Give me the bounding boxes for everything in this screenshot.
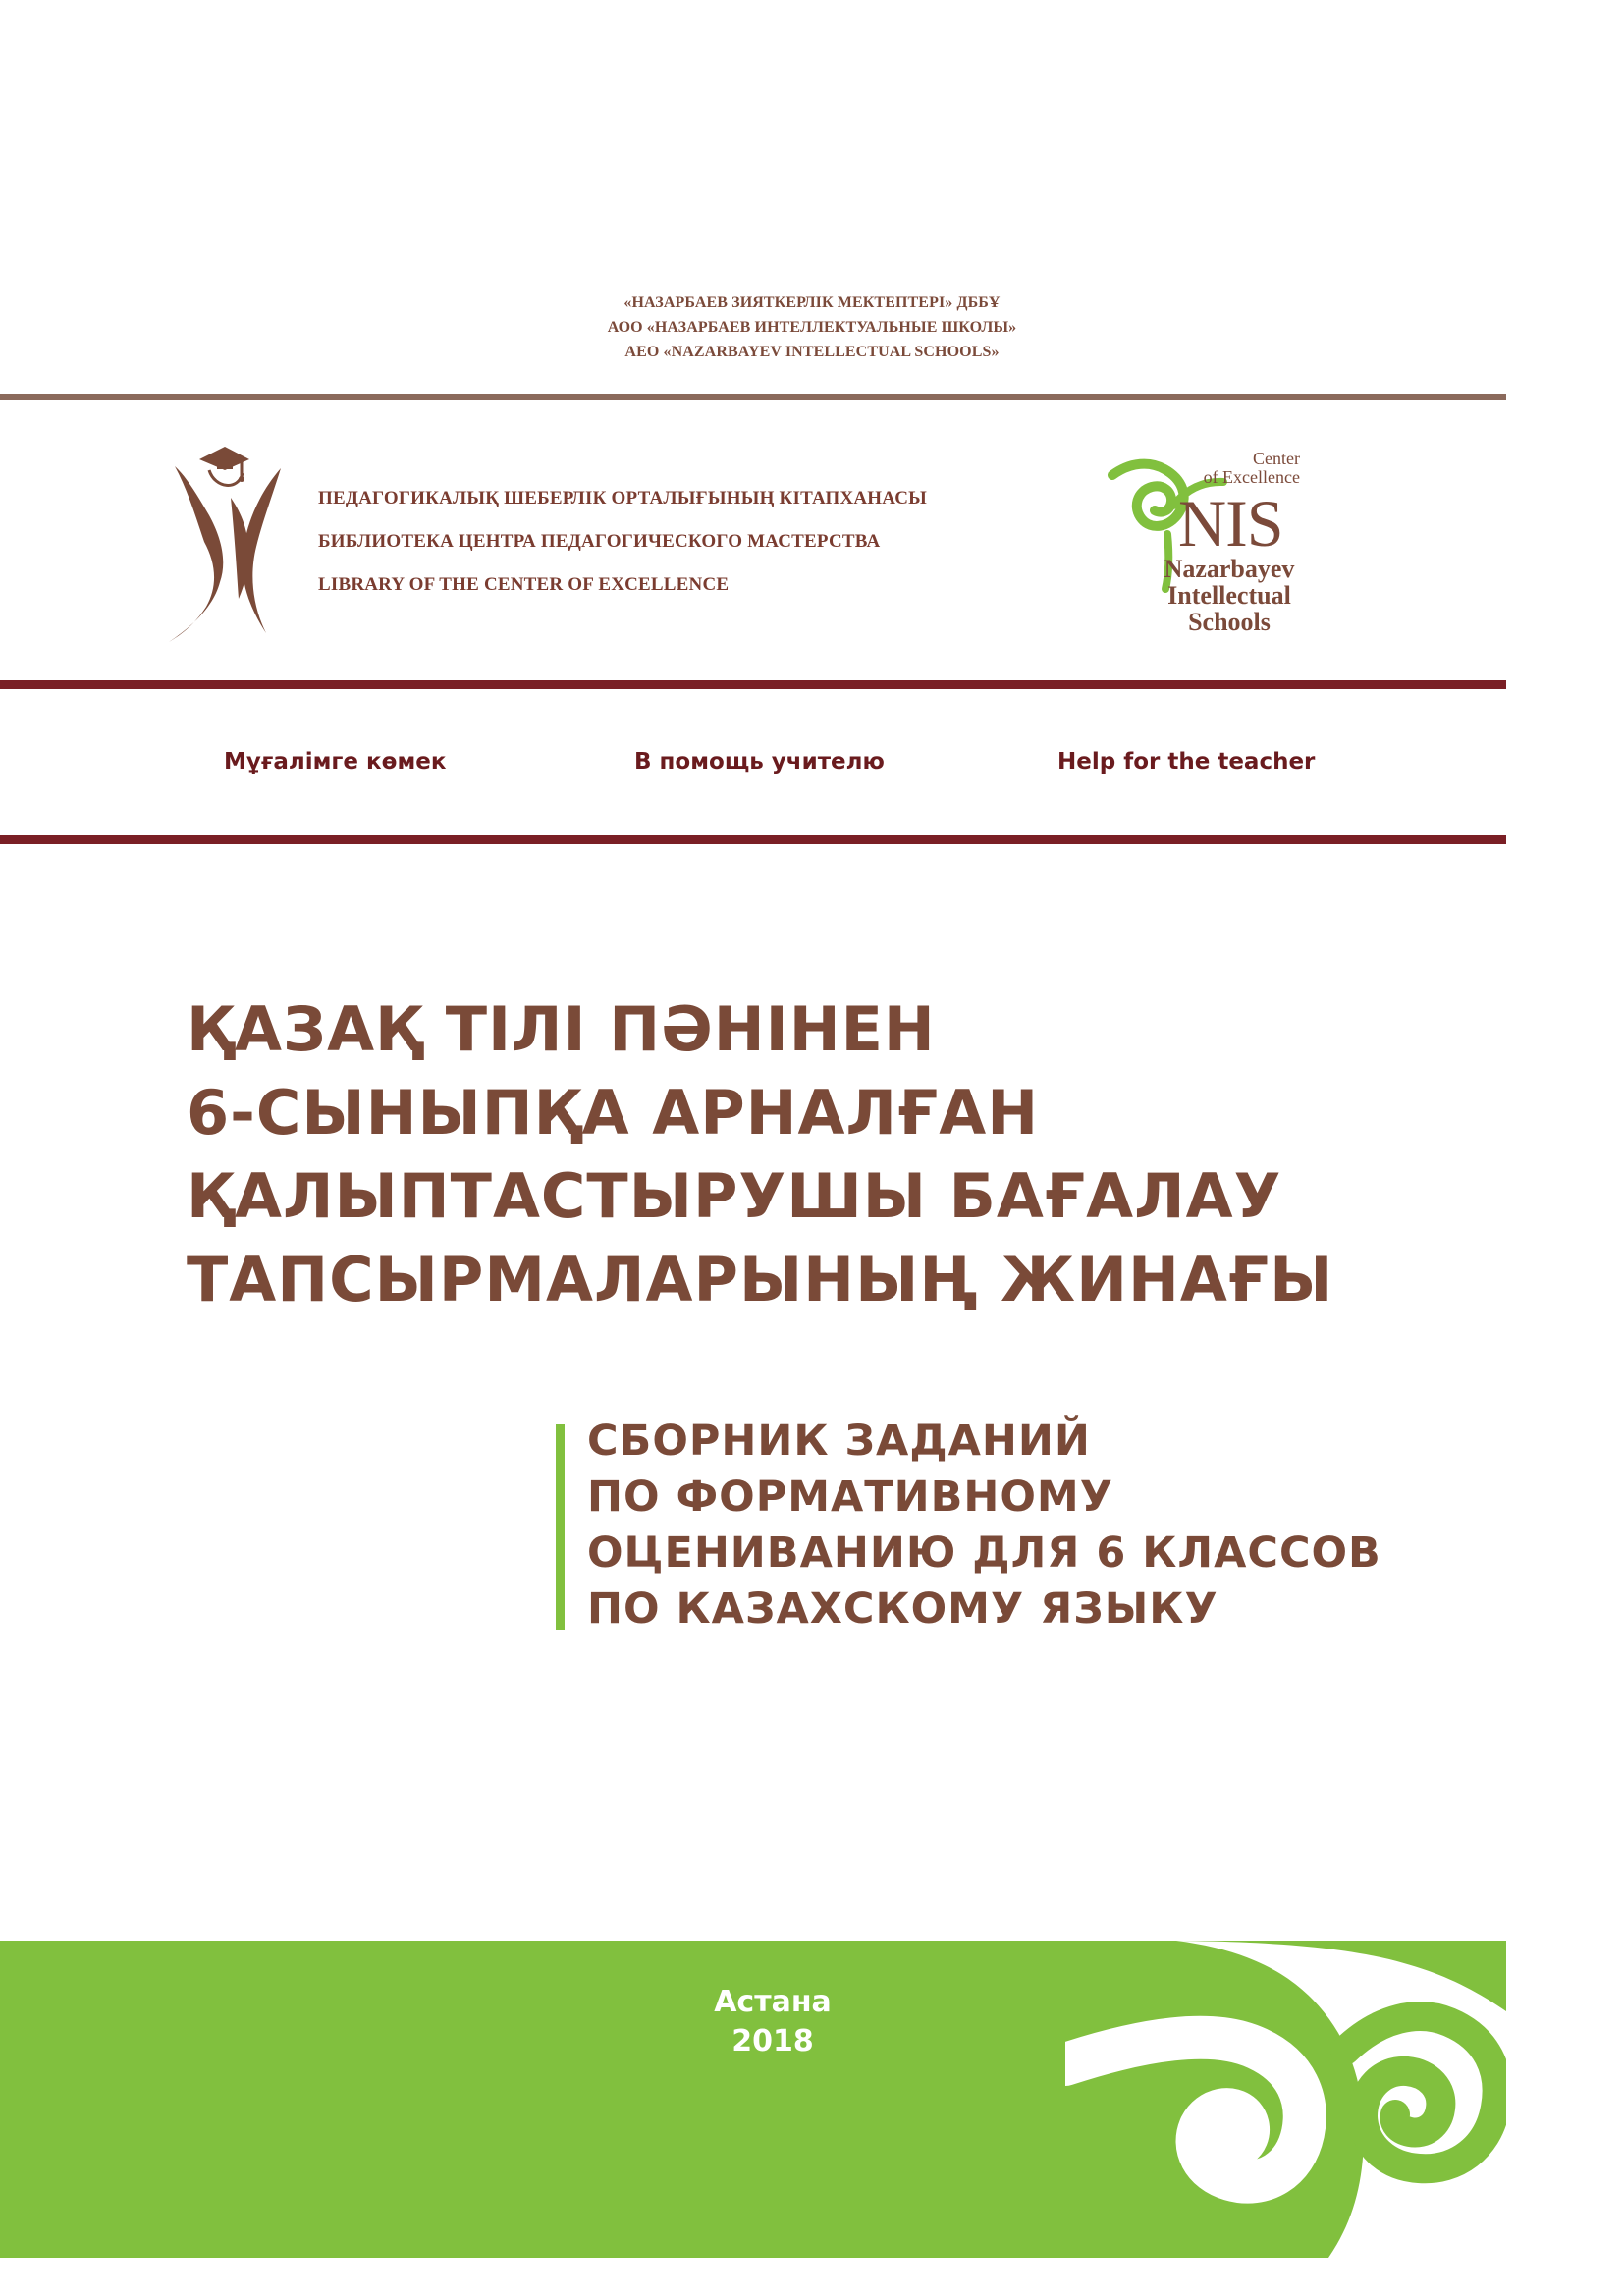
help-label-kk: Мұғалімге көмек <box>224 749 447 774</box>
org-line-en: АЕО «NAZARBAYEV INTELLECTUAL SCHOOLS» <box>624 344 1000 360</box>
nis-school-line-schools: Schools <box>1188 608 1271 636</box>
russian-subtitle-line-3: ОЦЕНИВАНИЮ ДЛЯ 6 КЛАССОВ <box>587 1528 1381 1577</box>
help-label-ru: В помощь учителю <box>634 749 885 774</box>
subtitle-accent-bar <box>556 1424 565 1630</box>
maroon-divider-bottom <box>0 835 1506 844</box>
teacher-with-cap-logo-icon <box>167 432 291 642</box>
nis-school-line-nazarbayev: Nazarbayev <box>1164 555 1295 583</box>
nis-center-line: Center <box>1253 449 1300 468</box>
org-line-ru: АОО «НАЗАРБАЕВ ИНТЕЛЛЕКТУАЛЬНЫЕ ШКОЛЫ» <box>607 319 1017 336</box>
library-line-kk: ПЕДАГОГИКАЛЫҚ ШЕБЕРЛІК ОРТАЛЫҒЫНЫҢ КІТАПХАНАСЫ <box>318 488 928 508</box>
nis-school-line-intellectual: Intellectual <box>1167 581 1291 610</box>
library-title-block <box>318 477 927 607</box>
kazakh-title-line-2: 6-СЫНЫПҚА АРНАЛҒАН <box>187 1077 1040 1148</box>
org-line-kk: «НАЗАРБАЕВ ЗИЯТКЕРЛІК МЕКТЕПТЕРІ» ДББҰ <box>623 294 1001 311</box>
publication-city: Астана <box>714 1985 832 2019</box>
russian-subtitle-line-1: СБОРНИК ЗАДАНИЙ <box>587 1416 1091 1466</box>
nis-excellence-line: of Excellence <box>1203 467 1300 487</box>
maroon-divider-top <box>0 680 1506 689</box>
kazakh-title <box>187 988 1333 1321</box>
nis-school-name <box>1141 556 1318 635</box>
russian-subtitle <box>587 1414 1381 1637</box>
russian-subtitle-line-4: ПО КАЗАХСКОМУ ЯЗЫКУ <box>587 1584 1218 1633</box>
nis-center-of-excellence <box>1178 450 1300 487</box>
nis-wordmark: NIS <box>1178 486 1283 561</box>
library-line-ru: БИБЛИОТЕКА ЦЕНТРА ПЕДАГОГИЧЕСКОГО МАСТЕРСТВА <box>318 531 881 552</box>
kazakh-title-line-3: ҚАЛЫПТАСТЫРУШЫ БАҒАЛАУ <box>187 1160 1282 1232</box>
library-line-en: LIBRARY OF THE CENTER OF EXCELLENCE <box>318 574 730 595</box>
publication-year: 2018 <box>731 2024 814 2058</box>
organization-header <box>0 291 1624 364</box>
header-divider <box>0 394 1506 400</box>
russian-subtitle-line-2: ПО ФОРМАТИВНОМУ <box>587 1472 1113 1522</box>
kazakh-title-line-4: ТАПСЫРМАЛАРЫНЫҢ ЖИНАҒЫ <box>187 1244 1334 1315</box>
help-label-en: Help for the teacher <box>1057 749 1316 774</box>
publication-place-year <box>0 1983 1545 2061</box>
kazakh-title-line-1: ҚАЗАҚ ТІЛІ ПӘНІНЕН <box>187 993 936 1065</box>
